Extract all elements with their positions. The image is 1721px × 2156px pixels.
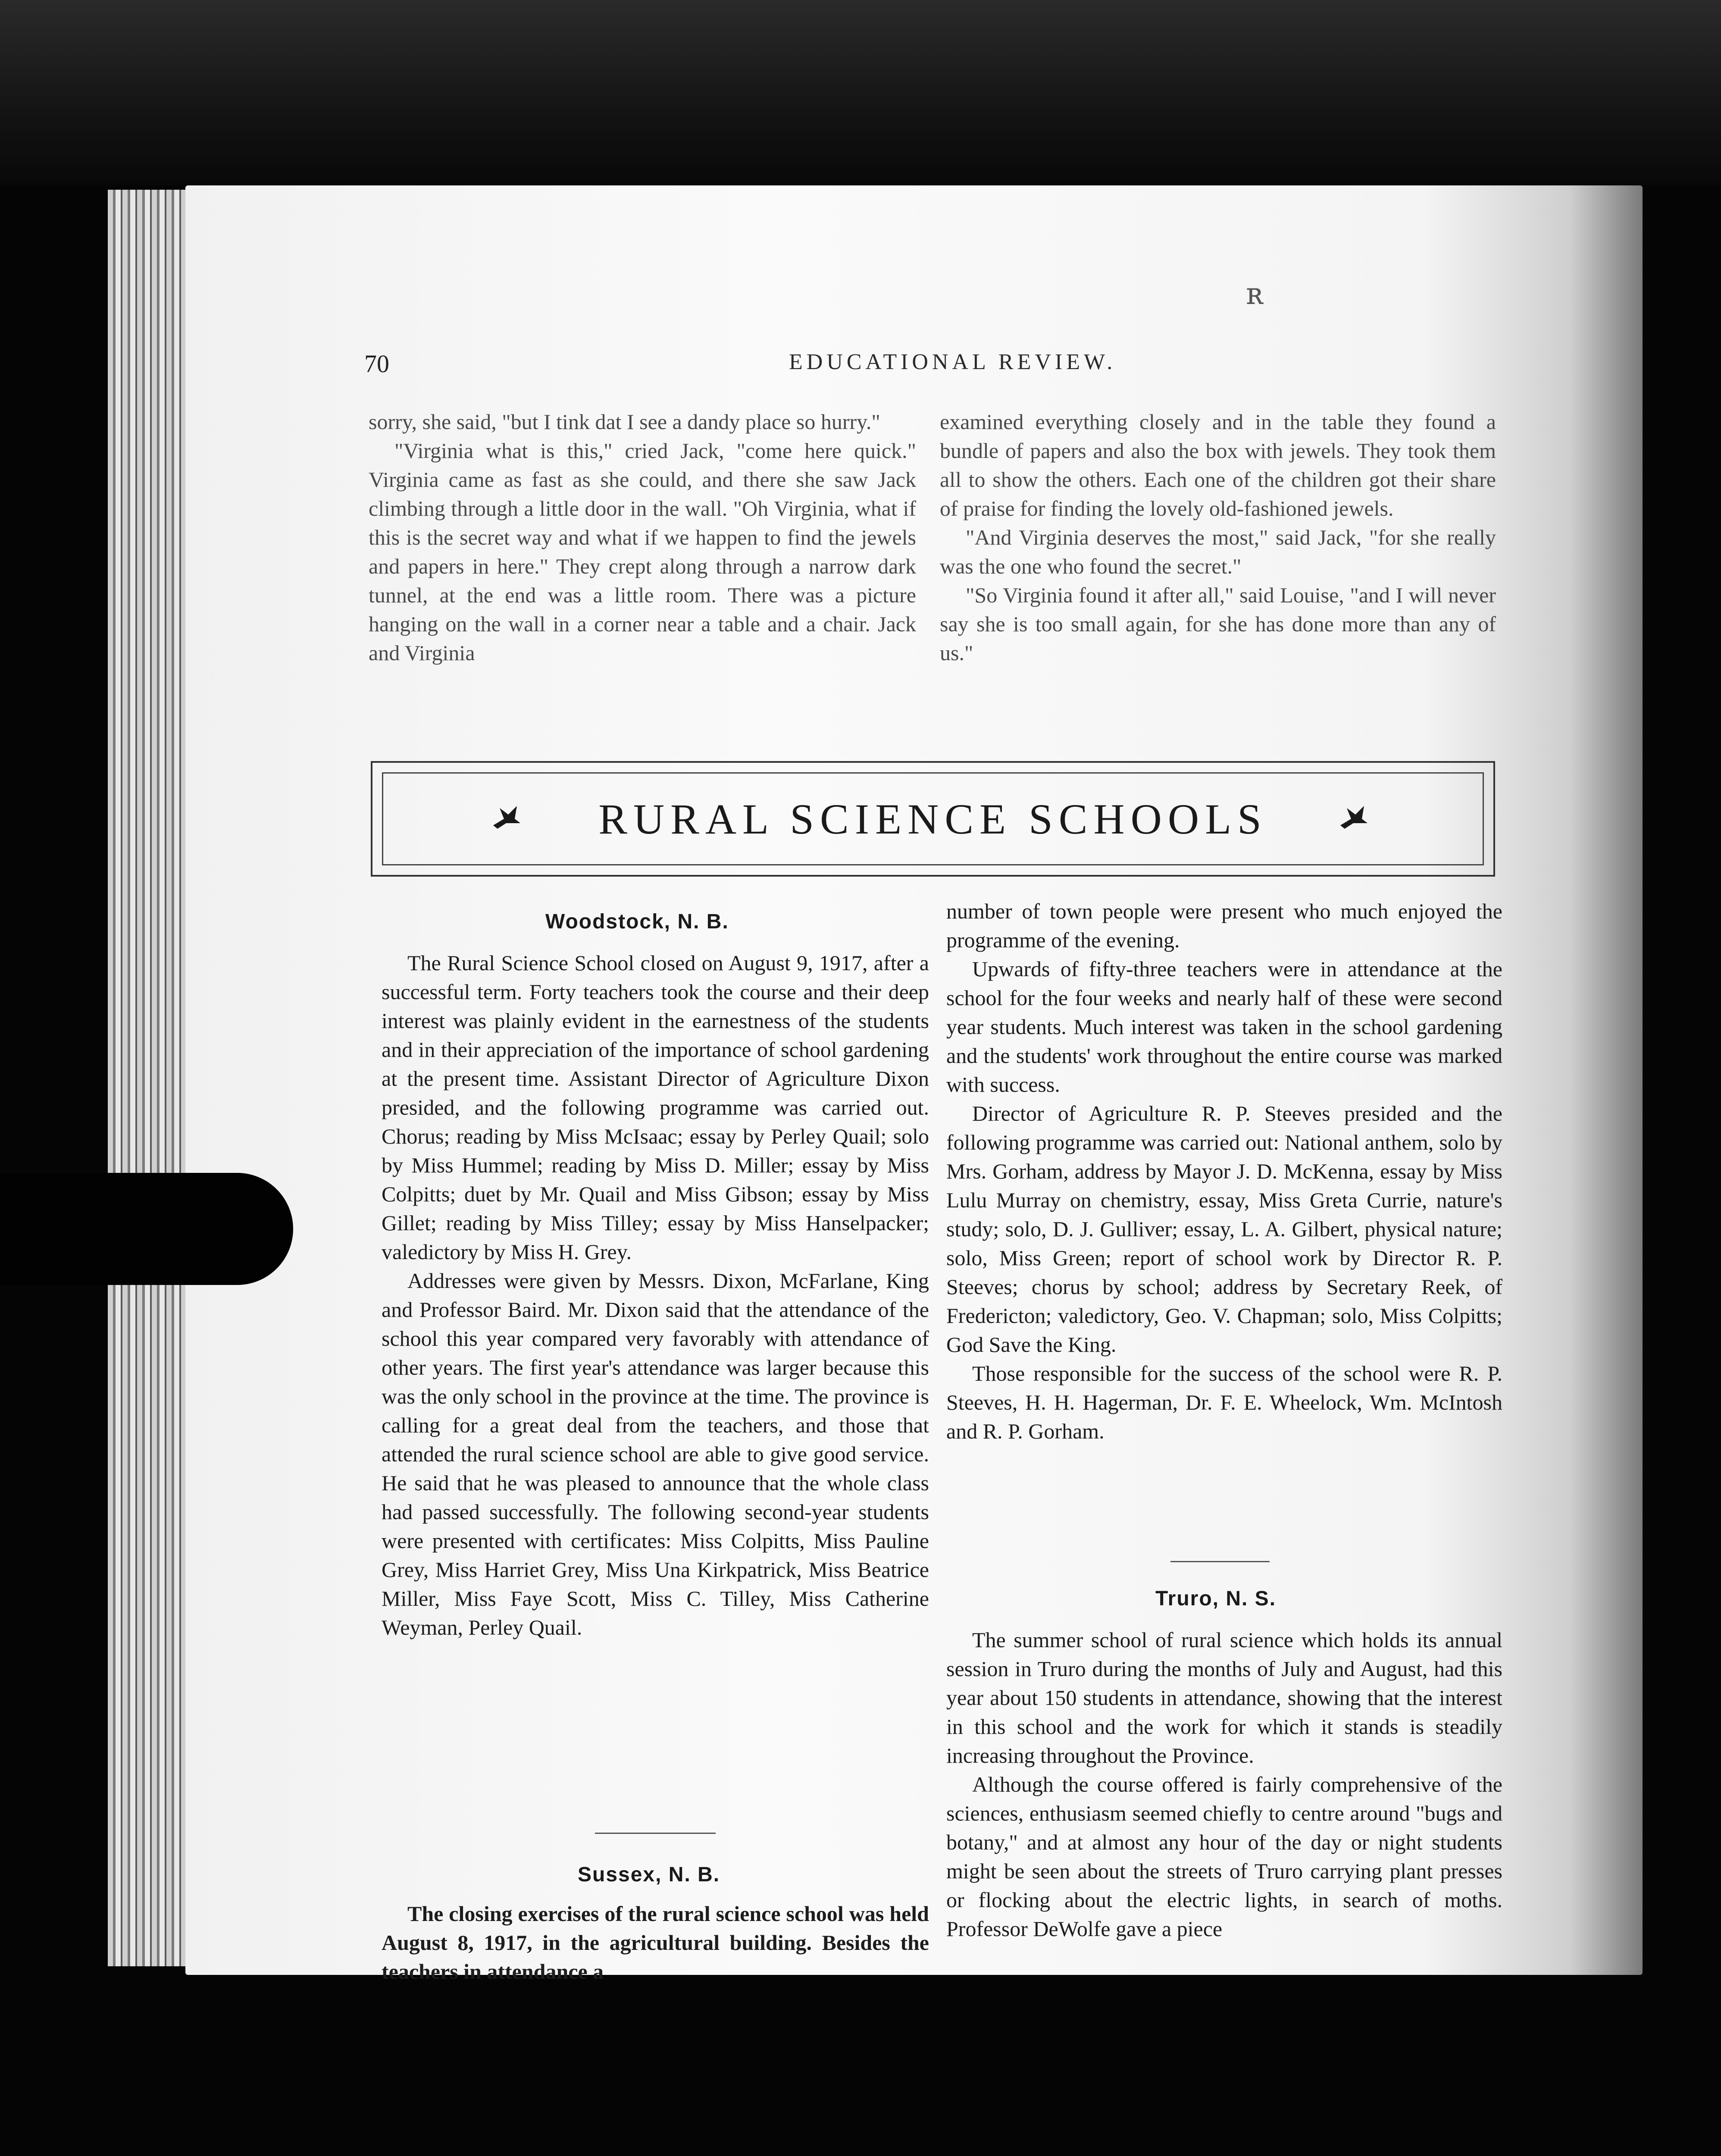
section-banner <box>371 761 1495 877</box>
woodstock-paragraph: The Rural Science School closed on August 9, 1917, after a successful term. Forty teachers took the course and their deep interest was plainly evident in the earnestness of the students and in their appreciation of the importance of school gardening at the present time. Assistant Director of Agriculture Dixon presided, and the following programme was carried out. Chorus; reading by Miss McIsaac; essay by Perley Quail; solo by Miss Hummel; reading by Miss D. Miller; essay by Miss Colpitts; duet by Mr. Quail and Miss Gibson; essay by Miss Gillet; reading by Miss Tilley; essay by Miss Hanselpacker; valedictory by Miss H. Grey. <box>382 951 929 1264</box>
sussex-column-continued <box>946 897 1502 1446</box>
section-divider <box>1170 1561 1270 1562</box>
pencil-margin-mark: ʀ <box>1246 276 1264 311</box>
leaf-ornament-icon <box>491 804 521 830</box>
scanner-thumb-shadow <box>0 1173 293 1285</box>
section-heading-sussex: Sussex, N. B. <box>578 1863 720 1886</box>
sussex-paragraph: number of town people were present who much enjoyed the programme of the evening. <box>946 899 1502 952</box>
leaf-ornament-icon <box>1338 804 1368 830</box>
sussex-paragraph: Director of Agriculture R. P. Steeves presided and the following programme was carried out: National anthem, solo by Mrs. Gorham, address by Mayor J. D. McKenna, essay by Miss Lulu Murray on chemistry, essay, Miss Greta Currie, nature's study; solo, D. J. Gulliver; essay, L. A. Gilbert, physical nature; solo, Miss Green; report of school work by Director R. P. Steeves; chorus by school; address by Secretary Reek, of Fredericton; valedictory, Geo. V. Chapman; solo, Miss Colpitts; God Save the King. <box>946 1101 1502 1357</box>
page-number: 70 <box>364 350 389 378</box>
sussex-column-start <box>382 1899 929 1986</box>
story-paragraph: "Virginia what is this," cried Jack, "come here quick." Virginia came as fast as she could, and there she saw Jack climbing through a little door in the wall. "Oh Virginia, what if this is the secret way and what if we happen to find the jewels and papers in here." They crept along through a narrow dark tunnel, at the end was a little room. There was a picture hanging on the wall in a corner near a table and a chair. Jack and Virginia <box>369 439 916 665</box>
sussex-paragraph: Those responsible for the success of the school were R. P. Steeves, H. H. Hagerman, Dr. F. E. Wheelock, Wm. McIntosh and R. P. Gorham. <box>946 1361 1502 1443</box>
section-divider <box>595 1833 716 1834</box>
journal-running-title: EDUCATIONAL REVIEW. <box>789 350 1117 374</box>
story-paragraph: examined everything closely and in the table they found a bundle of papers and also the box with jewels. They took them all to show the others. Each one of the children got their share of praise for finding the lovely old-fashioned jewels. <box>940 410 1496 520</box>
scan-background-top <box>0 0 1721 185</box>
story-paragraph: "And Virginia deserves the most," said Jack, "for she really was the one who found the secret." <box>940 525 1496 578</box>
story-right-column <box>940 407 1496 667</box>
truro-paragraph: Although the course offered is fairly comprehensive of the sciences, enthusiasm seemed chiefly to centre around "bugs and botany," and at almost any hour of the day or night students might be seen about the streets of Truro carrying plant presses or flocking about the electric lights, in search of moths. Professor DeWolfe gave a piece <box>946 1772 1502 1941</box>
truro-column <box>946 1626 1502 1943</box>
story-paragraph: sorry, she said, "but I tink dat I see a dandy place so hurry." <box>369 410 880 434</box>
story-paragraph: "So Virginia found it after all," said Louise, "and I will never say she is too small again, for she has done more than any of us." <box>940 583 1496 665</box>
section-heading-truro: Truro, N. S. <box>1155 1587 1277 1610</box>
story-left-column <box>369 407 916 667</box>
banner-title: RURAL SCIENCE SCHOOLS <box>598 795 1267 843</box>
woodstock-column <box>382 949 929 1642</box>
banner-inner-frame <box>382 772 1484 865</box>
woodstock-paragraph: Addresses were given by Messrs. Dixon, McFarlane, King and Professor Baird. Mr. Dixon said that the attendance of the school this year compared very favorably with attendance of other years. The first year's attendance was larger because this was the only school in the province at the time. The province is calling for a great deal from the teachers, and those that attended the rural science school are able to give good service. He said that he was pleased to announce that the whole class had passed successfully. The following second-year students were presented with certificates: Miss Colpitts, Miss Pauline Grey, Miss Harriet Grey, Miss Una Kirkpatrick, Miss Beatrice Miller, Miss Faye Scott, Miss C. Tilley, Miss Catherine Weyman, Perley Quail. <box>382 1269 929 1639</box>
sussex-paragraph: Upwards of fifty-three teachers were in attendance at the school for the four weeks and nearly half of these were second year students. Much interest was taken in the school gardening and the students' work throughout the entire course was marked with success. <box>946 957 1502 1097</box>
truro-paragraph: The summer school of rural science which holds its annual session in Truro during the months of July and August, had this year about 150 students in attendance, showing that the interest in this school and the work for which it stands is steadily increasing throughout the Province. <box>946 1628 1502 1767</box>
sussex-paragraph: The closing exercises of the rural science school was held August 8, 1917, in the agricultural building. Besides the teachers in attendance a <box>382 1902 929 1984</box>
section-heading-woodstock: Woodstock, N. B. <box>545 910 729 933</box>
